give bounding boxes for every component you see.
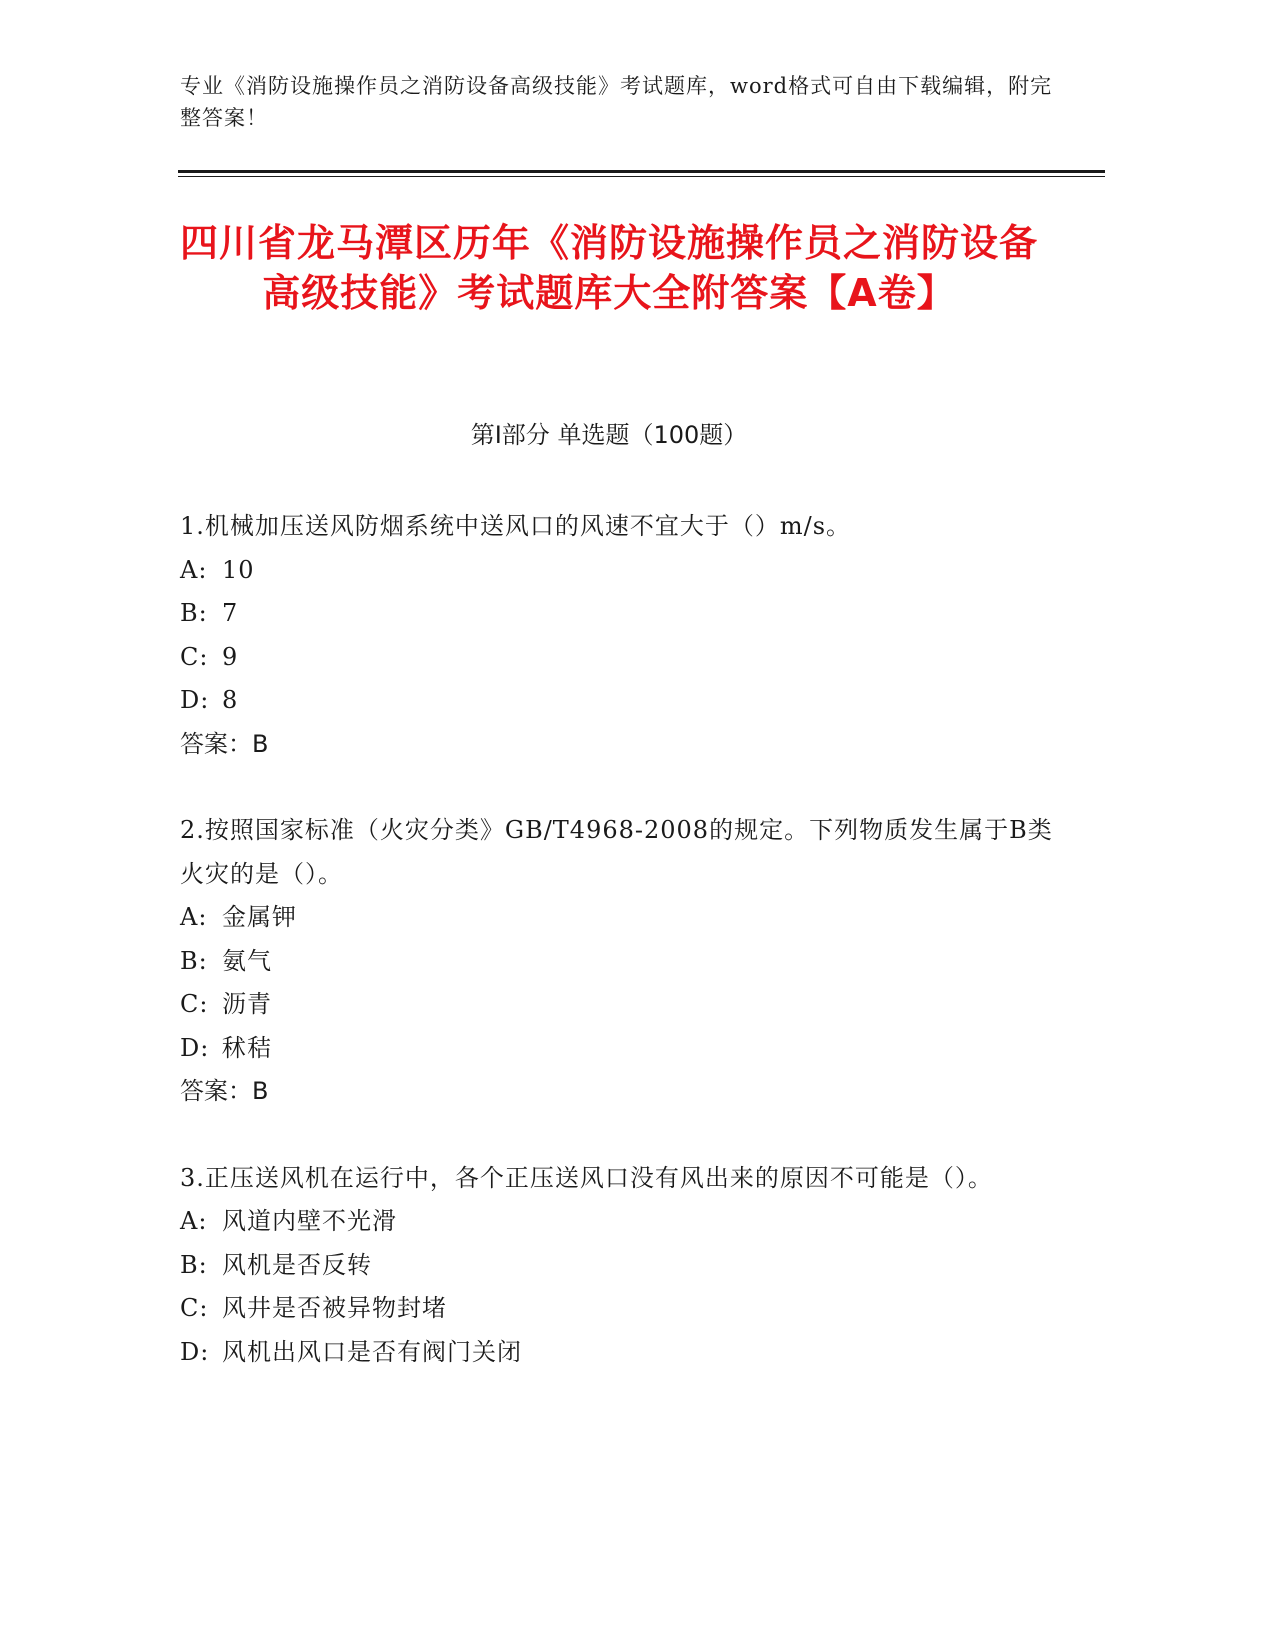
- question-2: [180, 809, 1060, 1114]
- option-b: [180, 1244, 1060, 1288]
- answer-line: 答案：B: [180, 1077, 269, 1105]
- option-text: 10: [222, 555, 255, 584]
- option-d: [180, 1027, 1060, 1071]
- question-list: [180, 505, 1060, 1417]
- option-text: 秫秸: [222, 1033, 272, 1062]
- option-letter: D:: [180, 1033, 210, 1062]
- header-rule-thick: [178, 170, 1105, 173]
- option-d: [180, 1331, 1060, 1375]
- question-3: [180, 1157, 1060, 1375]
- option-letter: B:: [180, 946, 208, 975]
- option-letter: D:: [180, 1337, 210, 1366]
- header-rule-thin: [178, 176, 1105, 177]
- option-letter: A:: [180, 903, 208, 931]
- option-text: 金属钾: [222, 903, 297, 931]
- option-text: 沥青: [222, 990, 272, 1018]
- option-c: [180, 983, 1060, 1027]
- option-a: [180, 1200, 1060, 1244]
- option-a: [180, 549, 1060, 593]
- question-1: [180, 505, 1060, 766]
- document-title: 四川省龙马潭区历年《消防设施操作员之消防设备高级技能》考试题库大全附答案【A卷】: [180, 221, 1039, 315]
- question-text: 1.机械加压送风防烟系统中送风口的风速不宜大于（）m/s。: [180, 512, 852, 540]
- option-letter: C:: [180, 1294, 209, 1322]
- option-text: 8: [222, 686, 239, 714]
- option-letter: A:: [180, 1207, 208, 1235]
- option-letter: B:: [180, 599, 208, 627]
- option-letter: C:: [180, 642, 209, 671]
- option-text: 风井是否被异物封堵: [222, 1294, 447, 1322]
- option-c: [180, 1287, 1060, 1331]
- option-text: 7: [222, 599, 239, 627]
- option-text: 风机是否反转: [222, 1250, 372, 1279]
- option-text: 氨气: [222, 946, 272, 975]
- option-text: 9: [222, 642, 239, 671]
- option-b: [180, 592, 1060, 636]
- option-text: 风道内壁不光滑: [222, 1207, 397, 1235]
- option-letter: A:: [180, 555, 208, 584]
- option-text: 风机出风口是否有阀门关闭: [222, 1337, 522, 1366]
- answer-line: 答案：B: [180, 729, 269, 758]
- option-letter: B:: [180, 1250, 208, 1279]
- option-letter: C:: [180, 990, 209, 1018]
- question-text: 2.按照国家标准（火灾分类》GB/T4968-2008的规定。下列物质发生属于B类火灾的是（）。: [180, 816, 1053, 888]
- option-c: [180, 636, 1060, 680]
- section-title: 第I部分 单选题（100题）: [470, 421, 748, 449]
- question-text: 3.正压送风机在运行中，各个正压送风口没有风出来的原因不可能是（）。: [180, 1163, 993, 1192]
- option-d: [180, 679, 1060, 723]
- document-intro: 专业《消防设施操作员之消防设备高级技能》考试题库，word格式可自由下载编辑，附完整答案！: [180, 74, 1053, 130]
- option-a: [180, 896, 1060, 940]
- option-b: [180, 940, 1060, 984]
- option-letter: D:: [180, 686, 210, 714]
